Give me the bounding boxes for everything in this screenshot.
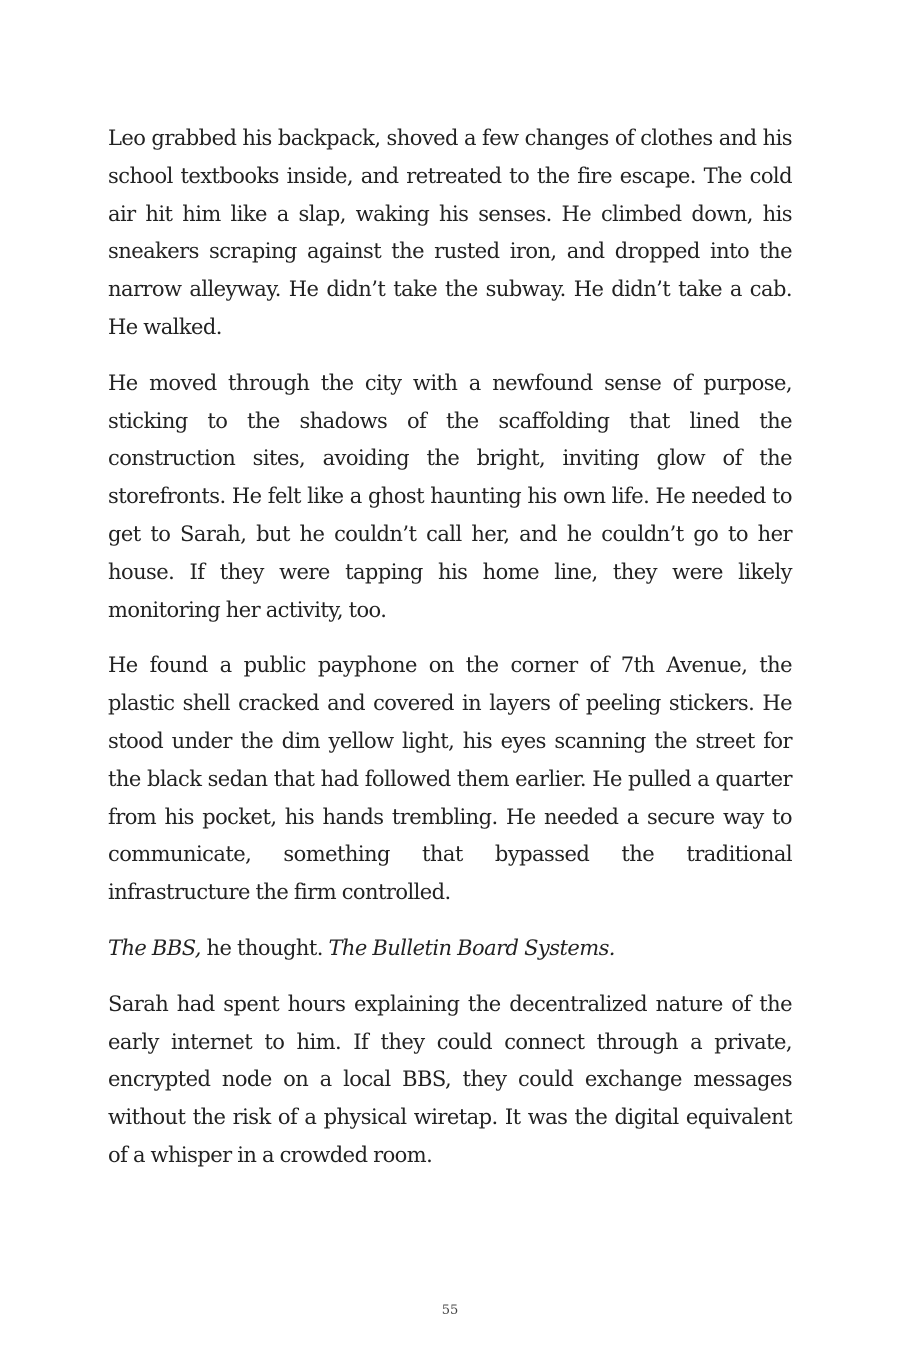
thought-plain: he thought. <box>200 935 329 960</box>
thought-italic-1: The BBS, <box>108 935 201 960</box>
paragraph-5: Sarah had spent hours explaining the decentralized nature of the early internet to him. If they could connect through a private, encrypted node on a local BBS, they could exchange messages without the risk of a physical wiretap. It was the digital equivalent of a whisper in a crowded room. <box>108 991 792 1167</box>
paragraph-2: He moved through the city with a newfound sense of purpose, sticking to the shadows of the scaffolding that lined the construction sites, avoiding the bright, inviting glow of the storefronts. He felt like a ghost haunting his own life. He needed to get to Sarah, but he couldn’t call her, and he couldn’t go to her house. If they were tapping his home line, they were likely monitoring her activity, too. <box>108 370 792 622</box>
thought-italic-2: The Bulletin Board Systems. <box>328 935 615 960</box>
page-number: 55 <box>441 1303 459 1318</box>
paragraph-1: Leo grabbed his backpack, shoved a few changes of clothes and his school textbooks inside, and retreated to the fire escape. The cold air hit him like a slap, waking his senses. He climbed down, his sneakers scraping against the rusted iron, and dropped into the narrow alleyway. He didn’t take the subway. He didn’t take a cab. He walked. <box>108 126 792 339</box>
body-text <box>108 120 792 1193</box>
paragraph-3: He found a public payphone on the corner of 7th Avenue, the plastic shell cracked and covered in layers of peeling stickers. He stood under the dim yellow light, his eyes scanning the street for the black sedan that had followed them earlier. He pulled a quarter from his pocket, his hands trembling. He needed a secure way to communicate, something that bypassed the traditional infrastructure the firm controlled. <box>108 653 792 905</box>
thought-line <box>108 930 792 968</box>
